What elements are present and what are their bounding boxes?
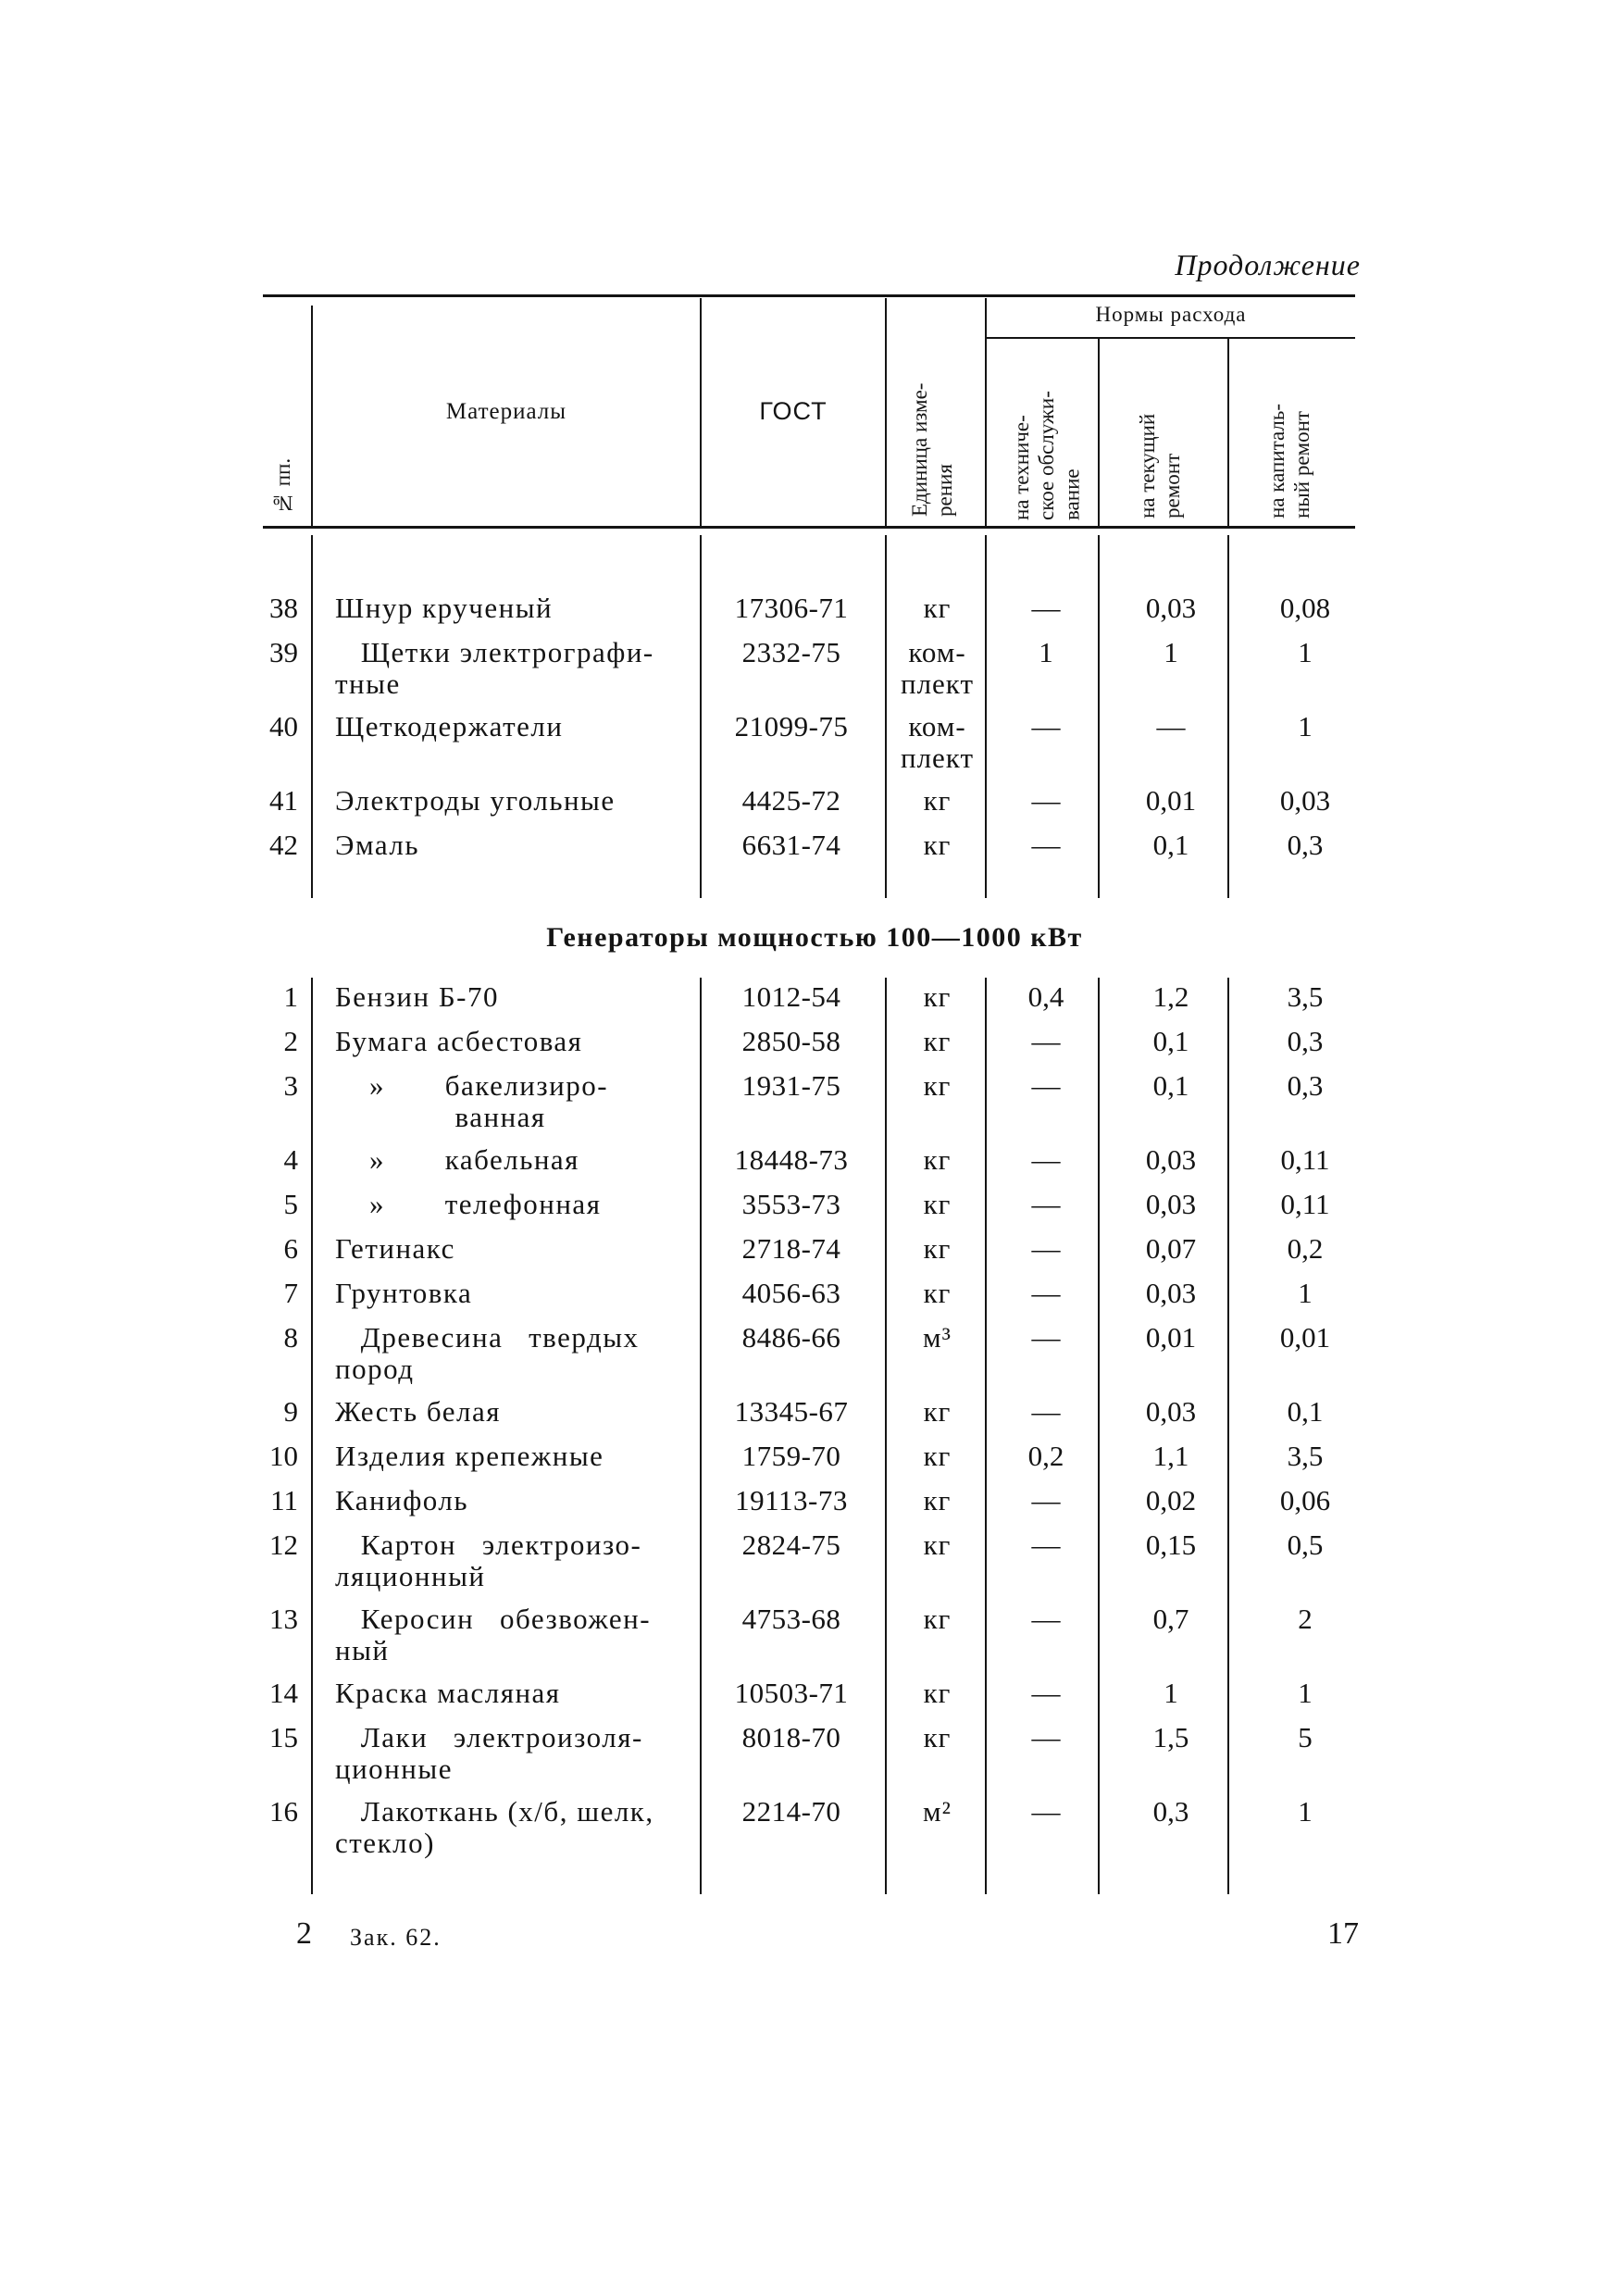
norm-capital-repair: 2: [1298, 1603, 1313, 1635]
norm-current-repair: 1,1: [1152, 1440, 1189, 1472]
unit-cell: ком- плект: [900, 710, 975, 774]
continuation-label: Продолжение: [1175, 248, 1361, 281]
norm-maintenance: —: [1031, 1677, 1061, 1709]
sheet-number: 2: [296, 1916, 312, 1951]
norm-current-repair: 0,07: [1145, 1232, 1197, 1265]
gost-code: 8486-66: [741, 1321, 841, 1354]
unit-cell: кг: [923, 829, 952, 861]
unit-cell: кг: [923, 1395, 952, 1428]
unit-cell: кг: [923, 1143, 952, 1176]
norms-group-rule: [987, 337, 1355, 339]
row-number: 1: [283, 980, 298, 1013]
material-name: Жесть белая: [335, 1395, 502, 1428]
gost-code: 8018-70: [741, 1721, 841, 1753]
gost-code: 2824-75: [741, 1529, 841, 1561]
gost-code: 13345-67: [734, 1395, 849, 1428]
norm-maintenance: —: [1031, 1603, 1061, 1635]
gost-code: 2718-74: [741, 1232, 841, 1265]
body-a-divider-gost: [885, 535, 887, 898]
norm-maintenance: —: [1031, 1721, 1061, 1753]
norm-capital-repair: 3,5: [1287, 1440, 1324, 1472]
material-name: Гетинакс: [335, 1232, 455, 1265]
norm-current-repair: 0,03: [1145, 1143, 1197, 1176]
norm-current-repair: 0,3: [1152, 1795, 1189, 1828]
material-name: Лакоткань (х/б, шелк, стекло): [335, 1795, 654, 1859]
material-name: Картон электроизо- ляционный: [335, 1529, 642, 1592]
norm-current-repair: —: [1156, 710, 1186, 742]
norm-capital-repair: 0,5: [1287, 1529, 1324, 1561]
row-number: 38: [269, 592, 298, 624]
row-number: 3: [283, 1069, 298, 1102]
norm-maintenance: —: [1031, 1069, 1061, 1102]
header-divider-materials: [700, 298, 702, 526]
row-number: 6: [283, 1232, 298, 1265]
norm-maintenance: —: [1031, 1188, 1061, 1220]
norm-capital-repair: 3,5: [1287, 980, 1324, 1013]
norm-capital-repair: 1: [1298, 636, 1313, 668]
unit-cell: кг: [923, 1232, 952, 1265]
unit-cell: кг: [923, 1721, 952, 1753]
header-divider-unit: [985, 298, 987, 526]
unit-cell: кг: [923, 1529, 952, 1561]
row-number: 12: [269, 1529, 298, 1561]
row-number: 9: [283, 1395, 298, 1428]
material-name: Грунтовка: [335, 1277, 473, 1309]
header-norms-group: Нормы расхода: [1095, 303, 1247, 326]
unit-cell: кг: [923, 1677, 952, 1709]
norm-current-repair: 0,03: [1145, 592, 1197, 624]
norm-current-repair: 0,1: [1152, 1025, 1189, 1057]
norm-capital-repair: 0,11: [1280, 1188, 1330, 1220]
material-name: Щетки электрографи- тные: [335, 636, 654, 700]
norm-maintenance: 1: [1039, 636, 1053, 668]
norm-current-repair: 0,03: [1145, 1188, 1197, 1220]
material-name: Лаки электроизоля- ционные: [335, 1721, 643, 1785]
norm-maintenance: —: [1031, 1529, 1061, 1561]
unit-cell: кг: [923, 980, 952, 1013]
header-divider-gost: [885, 298, 887, 526]
norm-maintenance: —: [1031, 1795, 1061, 1828]
material-name: Бензин Б-70: [335, 980, 499, 1013]
unit-cell: кг: [923, 784, 952, 817]
row-number: 15: [269, 1721, 298, 1753]
header-top-rule: [263, 294, 1355, 297]
norm-current-repair: 0,1: [1152, 1069, 1189, 1102]
norm-current-repair: 1: [1164, 1677, 1178, 1709]
norm-capital-repair: 0,06: [1279, 1484, 1331, 1516]
material-name: » телефонная: [335, 1188, 602, 1220]
material-name: Изделия крепежные: [335, 1440, 604, 1472]
unit-cell: кг: [923, 1025, 952, 1057]
header-bottom-rule: [263, 526, 1355, 529]
norm-maintenance: 0,2: [1027, 1440, 1064, 1472]
norm-capital-repair: 5: [1298, 1721, 1313, 1753]
row-number: 16: [269, 1795, 298, 1828]
material-name: Бумага асбестовая: [335, 1025, 583, 1057]
unit-cell: ком- плект: [900, 636, 975, 700]
material-name: Щеткодержатели: [335, 710, 564, 742]
norm-capital-repair: 0,03: [1279, 784, 1331, 817]
gost-code: 6631-74: [741, 829, 841, 861]
unit-cell: кг: [923, 1484, 952, 1516]
page-number: 17: [1327, 1916, 1359, 1951]
gost-code: 3553-73: [741, 1188, 841, 1220]
unit-cell: кг: [923, 592, 952, 624]
row-number: 8: [283, 1321, 298, 1354]
material-name: Канифоль: [335, 1484, 468, 1516]
norm-current-repair: 0,02: [1145, 1484, 1197, 1516]
norm-current-repair: 0,15: [1145, 1529, 1197, 1561]
row-number: 42: [269, 829, 298, 861]
header-unit: Единица изме- рения: [908, 382, 957, 517]
unit-cell: м²: [923, 1795, 952, 1828]
row-number: 10: [269, 1440, 298, 1472]
unit-cell: кг: [923, 1603, 952, 1635]
gost-code: 17306-71: [734, 592, 849, 624]
norm-capital-repair: 1: [1298, 1277, 1313, 1309]
norm-capital-repair: 0,2: [1287, 1232, 1324, 1265]
norm-maintenance: —: [1031, 829, 1061, 861]
norm-current-repair: 0,01: [1145, 784, 1197, 817]
section-title: Генераторы мощностью 100—1000 кВт: [546, 922, 1083, 953]
header-divider-num: [311, 306, 313, 526]
material-name: » бакелизиро- ванная: [369, 1069, 609, 1133]
norm-maintenance: —: [1031, 1277, 1061, 1309]
gost-code: 1931-75: [741, 1069, 841, 1102]
row-number: 41: [269, 784, 298, 817]
header-materials: Материалы: [445, 399, 567, 424]
header-gost: ГОСТ: [759, 397, 828, 425]
norm-capital-repair: 0,01: [1279, 1321, 1331, 1354]
row-number: 40: [269, 710, 298, 742]
gost-code: 4753-68: [741, 1603, 841, 1635]
norm-maintenance: —: [1031, 1143, 1061, 1176]
norm-capital-repair: 0,1: [1287, 1395, 1324, 1428]
row-number: 4: [283, 1143, 298, 1176]
material-name: Древесина твердых пород: [335, 1321, 640, 1385]
norm-maintenance: —: [1031, 784, 1061, 817]
norm-capital-repair: 0,3: [1287, 829, 1324, 861]
body-b-divider-num: [311, 978, 313, 1894]
row-number: 13: [269, 1603, 298, 1635]
norm-current-repair: 0,03: [1145, 1277, 1197, 1309]
gost-code: 4056-63: [741, 1277, 841, 1309]
material-name: » кабельная: [335, 1143, 579, 1176]
row-number: 5: [283, 1188, 298, 1220]
body-b-divider-norm-tr: [1227, 978, 1229, 1894]
norm-current-repair: 1,5: [1152, 1721, 1189, 1753]
norm-maintenance: —: [1031, 1025, 1061, 1057]
gost-code: 10503-71: [734, 1677, 849, 1709]
gost-code: 2850-58: [741, 1025, 841, 1057]
gost-code: 19113-73: [735, 1484, 848, 1516]
norm-current-repair: 0,01: [1145, 1321, 1197, 1354]
unit-cell: кг: [923, 1188, 952, 1220]
norm-maintenance: —: [1031, 1484, 1061, 1516]
header-norm-kr: на капиталь- ный ремонт: [1265, 404, 1314, 518]
norm-maintenance: 0,4: [1027, 980, 1064, 1013]
gost-code: 2332-75: [741, 636, 841, 668]
unit-cell: кг: [923, 1440, 952, 1472]
header-divider-norm-tr: [1227, 339, 1229, 526]
gost-code: 1759-70: [741, 1440, 841, 1472]
norm-current-repair: 0,1: [1152, 829, 1189, 861]
norm-maintenance: —: [1031, 1232, 1061, 1265]
norm-maintenance: —: [1031, 1321, 1061, 1354]
norm-maintenance: —: [1031, 710, 1061, 742]
body-b-divider-gost: [885, 978, 887, 1894]
material-name: Электроды угольные: [335, 784, 616, 817]
row-number: 14: [269, 1677, 298, 1709]
gost-code: 21099-75: [734, 710, 849, 742]
row-number: 39: [269, 636, 298, 668]
norm-capital-repair: 1: [1298, 710, 1313, 742]
norm-current-repair: 1: [1164, 636, 1178, 668]
norm-capital-repair: 1: [1298, 1795, 1313, 1828]
norm-capital-repair: 0,11: [1280, 1143, 1330, 1176]
body-a-divider-num: [311, 535, 313, 898]
order-mark: Зак. 62.: [350, 1924, 442, 1951]
material-name: Краска масляная: [335, 1677, 561, 1709]
material-name: Керосин обезвожен- ный: [335, 1603, 652, 1666]
row-number: 2: [283, 1025, 298, 1057]
row-number: 7: [283, 1277, 298, 1309]
unit-cell: м³: [923, 1321, 952, 1354]
unit-cell: кг: [923, 1277, 952, 1309]
header-num: № пп.: [271, 457, 294, 515]
norm-maintenance: —: [1031, 592, 1061, 624]
norm-capital-repair: 0,3: [1287, 1069, 1324, 1102]
gost-code: 18448-73: [734, 1143, 849, 1176]
norm-current-repair: 0,03: [1145, 1395, 1197, 1428]
gost-code: 2214-70: [741, 1795, 841, 1828]
header-divider-norm-to: [1098, 339, 1100, 526]
gost-code: 1012-54: [741, 980, 841, 1013]
norm-maintenance: —: [1031, 1395, 1061, 1428]
unit-cell: кг: [923, 1069, 952, 1102]
norm-capital-repair: 0,3: [1287, 1025, 1324, 1057]
header-norm-to: на техниче- ское обслужи- вание: [1010, 391, 1084, 520]
header-norm-tr: на текущий ремонт: [1136, 413, 1185, 518]
norm-current-repair: 0,7: [1152, 1603, 1189, 1635]
norm-capital-repair: 0,08: [1279, 592, 1331, 624]
material-name: Шнур крученый: [335, 592, 554, 624]
row-number: 11: [270, 1484, 298, 1516]
body-b-divider-norm-to: [1098, 978, 1100, 1894]
gost-code: 4425-72: [741, 784, 841, 817]
norm-current-repair: 1,2: [1152, 980, 1189, 1013]
norm-capital-repair: 1: [1298, 1677, 1313, 1709]
material-name: Эмаль: [335, 829, 420, 861]
body-b-divider-unit: [985, 978, 987, 1894]
